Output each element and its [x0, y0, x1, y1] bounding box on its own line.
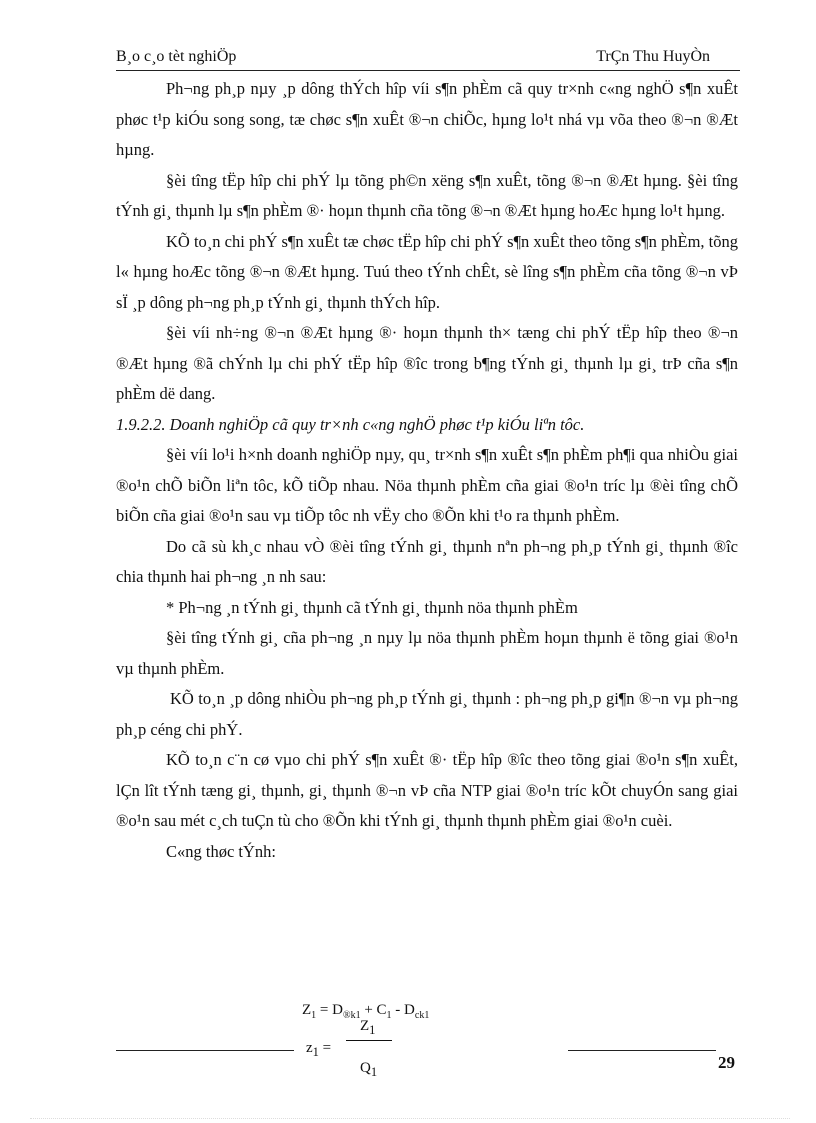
paragraph: §èi víi nh÷ng ®¬n ®Æt hµng ®· hoµn thµnh th× tæng chi phÝ tËp hîp theo ®¬n ®Æt hµng ®ã chÝnh lµ chi phÝ tËp hîp ®îc trong b¶ng tÝnh gi¸ thµnh lµ gi¸ trÞ cña s¶n phÈm dë dang.	[116, 323, 738, 403]
page-header	[116, 46, 740, 71]
page-number: 29	[718, 1053, 735, 1072]
section-subheading: 1.9.2.2. Doanh nghiÖp cã quy tr×nh c«ng nghÖ phøc t¹p kiÓu liªn tôc.	[116, 414, 585, 434]
formula-unit-cost-lhs: $z_1$ =	[306, 1040, 332, 1059]
paragraph: KÕ to¸n c¨n cø vµo chi phÝ s¶n xuÊt ®· tËp hîp ®îc theo tõng giai ®o¹n s¶n xuÊt, lÇn lît tÝnh tæng gi¸ thµnh, gi¸ thµnh ®¬n vÞ cña NTP giai ®o¹n tríc kÕt chuyÓn sang giai ®o¹n sau mét c¸ch tuÇn tù cho ®Õn khi tÝnh gi¸ thµnh thµnh phÈm giai ®o¹n cuèi.	[116, 750, 738, 830]
fraction-denominator: $Q_1$	[360, 1060, 378, 1079]
formula-total-cost: $Z_1 = D_{®k1} + C_1 - D_{ck1}$	[302, 1002, 430, 1021]
paragraph: Ph¬ng ph¸p nµy ¸p dông thÝch hîp víi s¶n phÈm cã quy tr×nh c«ng nghÖ s¶n xuÊt phøc t¹p kiÓu song song, tæ chøc s¶n xuÊt ®¬n chiÕc, hµng lo¹t nhá vµ võa theo ®¬n ®Æt hµng.	[116, 79, 738, 159]
fraction-bar	[346, 1040, 392, 1041]
header-author-name: TrÇn Thu HuyÒn	[596, 48, 710, 65]
footer-rule-left	[116, 1050, 294, 1051]
fraction-numerator: $Z_1$	[360, 1018, 376, 1037]
paragraph: KÕ to¸n chi phÝ s¶n xuÊt tæ chøc tËp hîp chi phÝ s¶n xuÊt theo tõng s¶n phÈm, tõng l« hµng hoÆc tõng ®¬n ®Æt hµng. Tuú theo tÝnh chÊt, sè lîng s¶n phÈm cña tõng ®¬n vÞ sÏ ¸p dông ph¬ng ph¸p tÝnh gi¸ thµnh thÝch hîp.	[116, 231, 738, 312]
paragraph: §èi tîng tËp hîp chi phÝ lµ tõng ph©n xëng s¶n xuÊt, tõng ®¬n ®Æt hµng. §èi tîng tÝnh gi¸ thµnh lµ s¶n phÈm ®· hoµn thµnh cña tõng ®¬n ®Æt hµng hoÆc hµng lo¹t hµng.	[116, 170, 738, 220]
footer-rule-right	[568, 1050, 716, 1051]
paragraph: Do cã sù kh¸c nhau vÒ ®èi tîng tÝnh gi¸ thµnh nªn ph¬ng ph¸p tÝnh gi¸ thµnh ®îc chia thµnh hai ph¬ng ¸n nh sau:	[116, 536, 738, 586]
paragraph: §èi víi lo¹i h×nh doanh nghiÖp nµy, qu¸ tr×nh s¶n xuÊt s¶n phÈm ph¶i qua nhiÒu giai ®o¹n chÕ biÕn liªn tôc, kÕ tiÕp nhau. Nöa thµnh phÈm cña giai ®o¹n tríc lµ ®èi tîng chÕ biÕn cña giai ®o¹n sau vµ tiÕp tôc nh vËy cho ®Õn khi t¹o ra thµnh phÈm.	[116, 445, 738, 525]
bullet-item: * Ph¬ng ¸n tÝnh gi¸ thµnh cã tÝnh gi¸ thµnh nöa thµnh phÈm	[166, 597, 578, 617]
paragraph: KÕ to¸n ¸p dông nhiÒu ph¬ng ph¸p tÝnh gi¸ thµnh : ph¬ng ph¸p gi¶n ®¬n vµ ph¬ng ph¸p céng chi phÝ.	[116, 689, 738, 739]
page-edge-divider	[30, 1118, 790, 1119]
body-text	[116, 74, 738, 867]
paragraph: §èi tîng tÝnh gi¸ cña ph¬ng ¸n nµy lµ nöa thµnh phÈm hoµn thµnh ë tõng giai ®o¹n vµ thµnh phÈm.	[116, 628, 738, 678]
header-report-title: B¸o c¸o tèt nghiÖp	[116, 48, 237, 65]
formula-label: C«ng thøc tÝnh:	[166, 841, 276, 861]
